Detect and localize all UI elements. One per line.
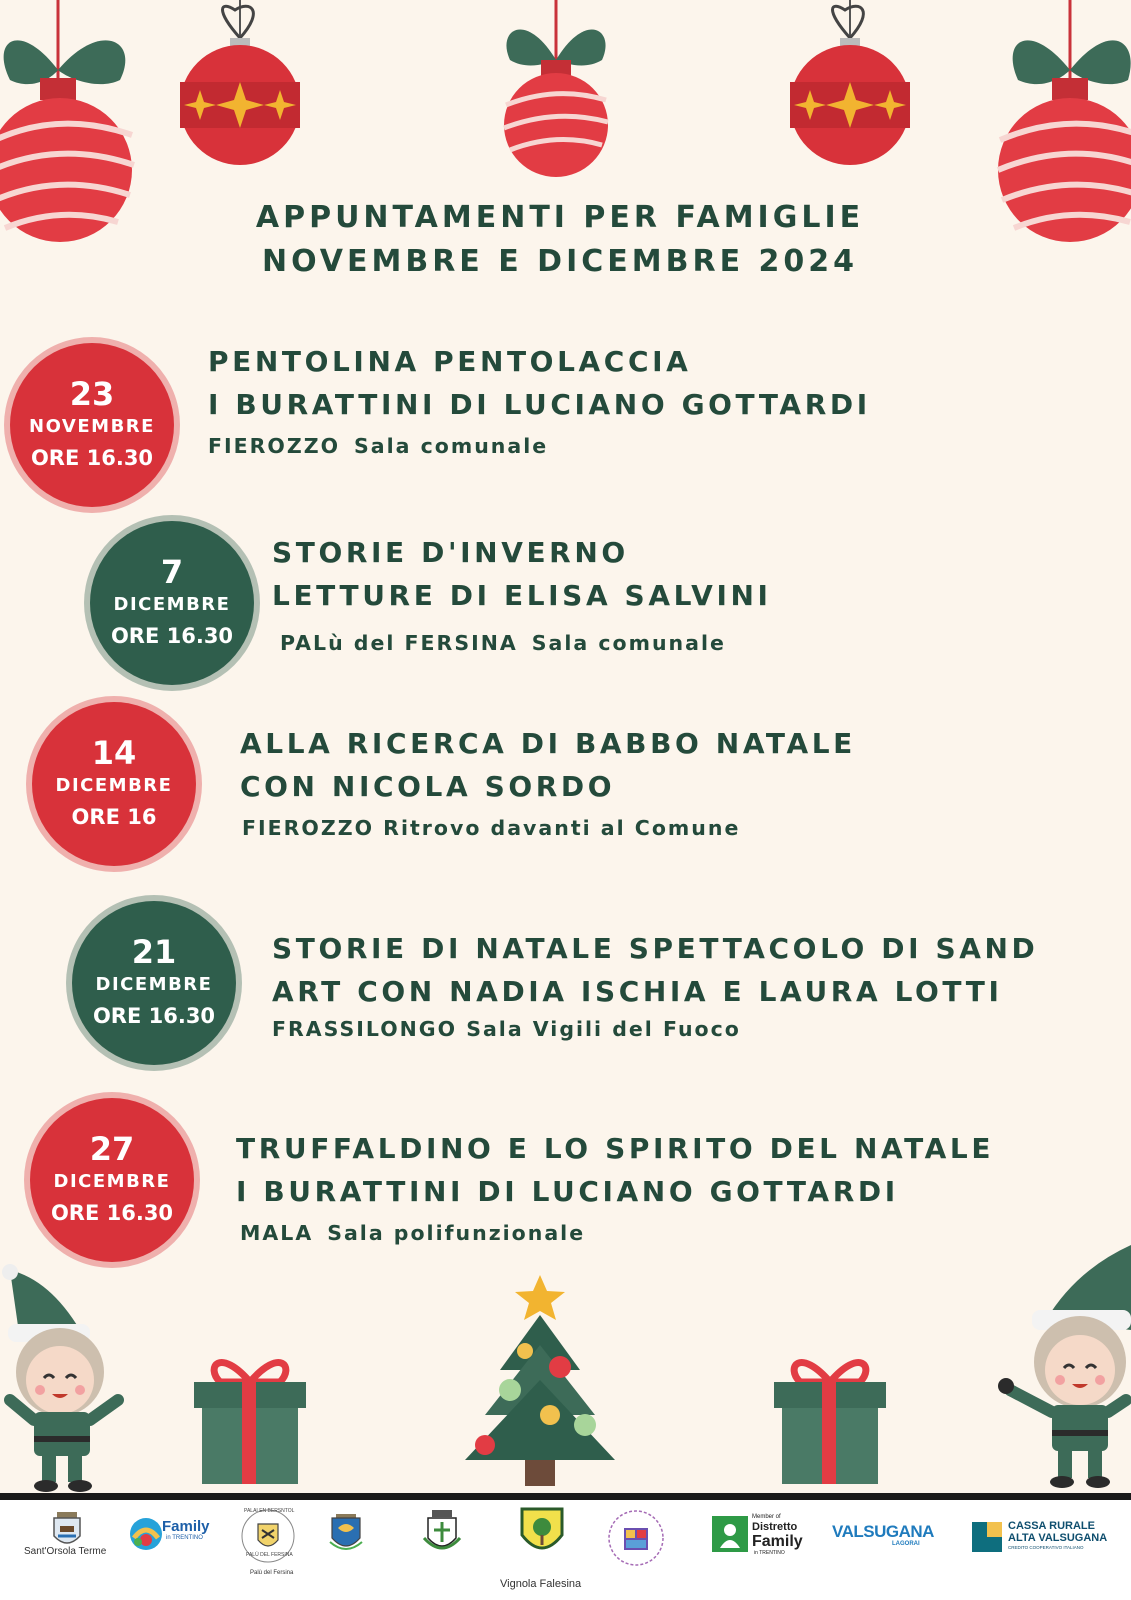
sponsor-caption: Palù del Fersina [250, 1570, 294, 1576]
title-line-2: NOVEMBRE E DICEMBRE 2024 [261, 244, 859, 279]
event-month: DICEMBRE [55, 775, 173, 796]
event-location [272, 1009, 1038, 1049]
event-place: FIEROZZO [208, 434, 341, 458]
event-subtitle: LETTURE DI ELISA SALVINI [272, 579, 772, 612]
event-time: ORE 16.30 [50, 1201, 174, 1225]
distretto-family-logo: Member of Distretto Family in TRENTINO [712, 1514, 808, 1558]
event-subtitle: CON NICOLA SORDO [240, 770, 616, 803]
event-info [240, 722, 856, 848]
event-time: ORE 16.30 [110, 624, 234, 648]
event-place: MALA [240, 1221, 314, 1245]
date-badge [22, 1090, 202, 1270]
event-day: 27 [89, 1130, 135, 1168]
event-month: DICEMBRE [113, 594, 231, 615]
event-title: STORIE DI NATALE SPETTACOLO DI SAND [272, 932, 1039, 965]
event-location [208, 426, 871, 466]
event-place: FIEROZZO [242, 816, 375, 840]
palu-del-fersina-logo: PALAI EN BERSNTOL PALÙ DEL FERSINA [240, 1508, 300, 1568]
event-day: 14 [91, 734, 137, 772]
event-location [280, 623, 772, 663]
event-info [272, 531, 772, 663]
event-venue: Ritrovo davanti al Comune [383, 816, 741, 840]
event-info [272, 927, 1038, 1049]
event-month: NOVEMBRE [29, 416, 155, 437]
event-subtitle: I BURATTINI DI LUCIANO GOTTARDI [236, 1175, 899, 1208]
title-line-1: APPUNTAMENTI PER FAMIGLIE [255, 200, 865, 235]
event-info [208, 340, 871, 466]
date-badge [64, 893, 244, 1073]
ornament-ball-icon [790, 0, 920, 170]
coat-of-arms-icon [52, 1512, 82, 1550]
event-month: DICEMBRE [53, 1171, 171, 1192]
ornament-ball-icon [180, 0, 310, 170]
event-day: 23 [69, 375, 115, 413]
valsugana-logo: VALSUGANA LAGORAI [832, 1522, 934, 1547]
event-venue: Sala Vigili del Fuoco [466, 1017, 741, 1041]
coat-of-arms-icon [326, 1512, 366, 1556]
gift-box-icon [770, 1352, 890, 1487]
event-location [240, 1213, 994, 1253]
cassa-rurale-logo: CASSA RURALE ALTA VALSUGANA CREDITO COOPERATIVO ITALIANO [972, 1520, 1122, 1556]
ornament-ball-icon [496, 0, 616, 180]
gift-box-icon [190, 1352, 310, 1487]
event-title: ALLA RICERCA DI BABBO NATALE [240, 727, 856, 760]
elf-icon [996, 1240, 1131, 1495]
sponsor-caption: Vignola Falesina [500, 1578, 582, 1590]
elf-icon [0, 1260, 135, 1495]
christmas-tree-icon [455, 1275, 625, 1490]
event-location [242, 808, 856, 848]
vignola-falesina-shield-icon [518, 1505, 566, 1561]
footer-divider [0, 1493, 1131, 1500]
sponsor-caption: Sant'Orsola Terme [24, 1546, 107, 1557]
page-title [0, 196, 1120, 284]
date-badge [2, 335, 182, 515]
event-time: ORE 16.30 [30, 446, 154, 470]
event-title: PENTOLINA PENTOLACCIA [208, 345, 692, 378]
event-title: STORIE D'INVERNO [272, 536, 629, 569]
family-trentino-logo: Family in TRENTINO [128, 1514, 218, 1554]
event-venue: Sala comunale [531, 631, 726, 655]
event-venue: Sala comunale [354, 434, 549, 458]
event-time: ORE 16 [71, 805, 157, 829]
sponsor-footer [0, 1500, 1131, 1600]
event-info [236, 1127, 994, 1253]
event-subtitle: ART CON NADIA ISCHIA E LAURA LOTTI [272, 975, 1003, 1008]
date-badge [82, 513, 262, 693]
event-place: PALù del FERSINA [280, 631, 518, 655]
date-badge [24, 694, 204, 874]
event-venue: Sala polifunzionale [327, 1221, 586, 1245]
event-day: 7 [160, 553, 184, 591]
event-title: TRUFFALDINO E LO SPIRITO DEL NATALE [236, 1132, 995, 1165]
event-month: DICEMBRE [95, 974, 213, 995]
consulta-circle-logo [606, 1508, 666, 1568]
event-day: 21 [131, 933, 177, 971]
event-subtitle: I BURATTINI DI LUCIANO GOTTARDI [208, 388, 871, 421]
event-time: ORE 16.30 [92, 1004, 216, 1028]
event-place: FRASSILONGO [272, 1017, 458, 1041]
coat-of-arms-icon [420, 1510, 464, 1558]
